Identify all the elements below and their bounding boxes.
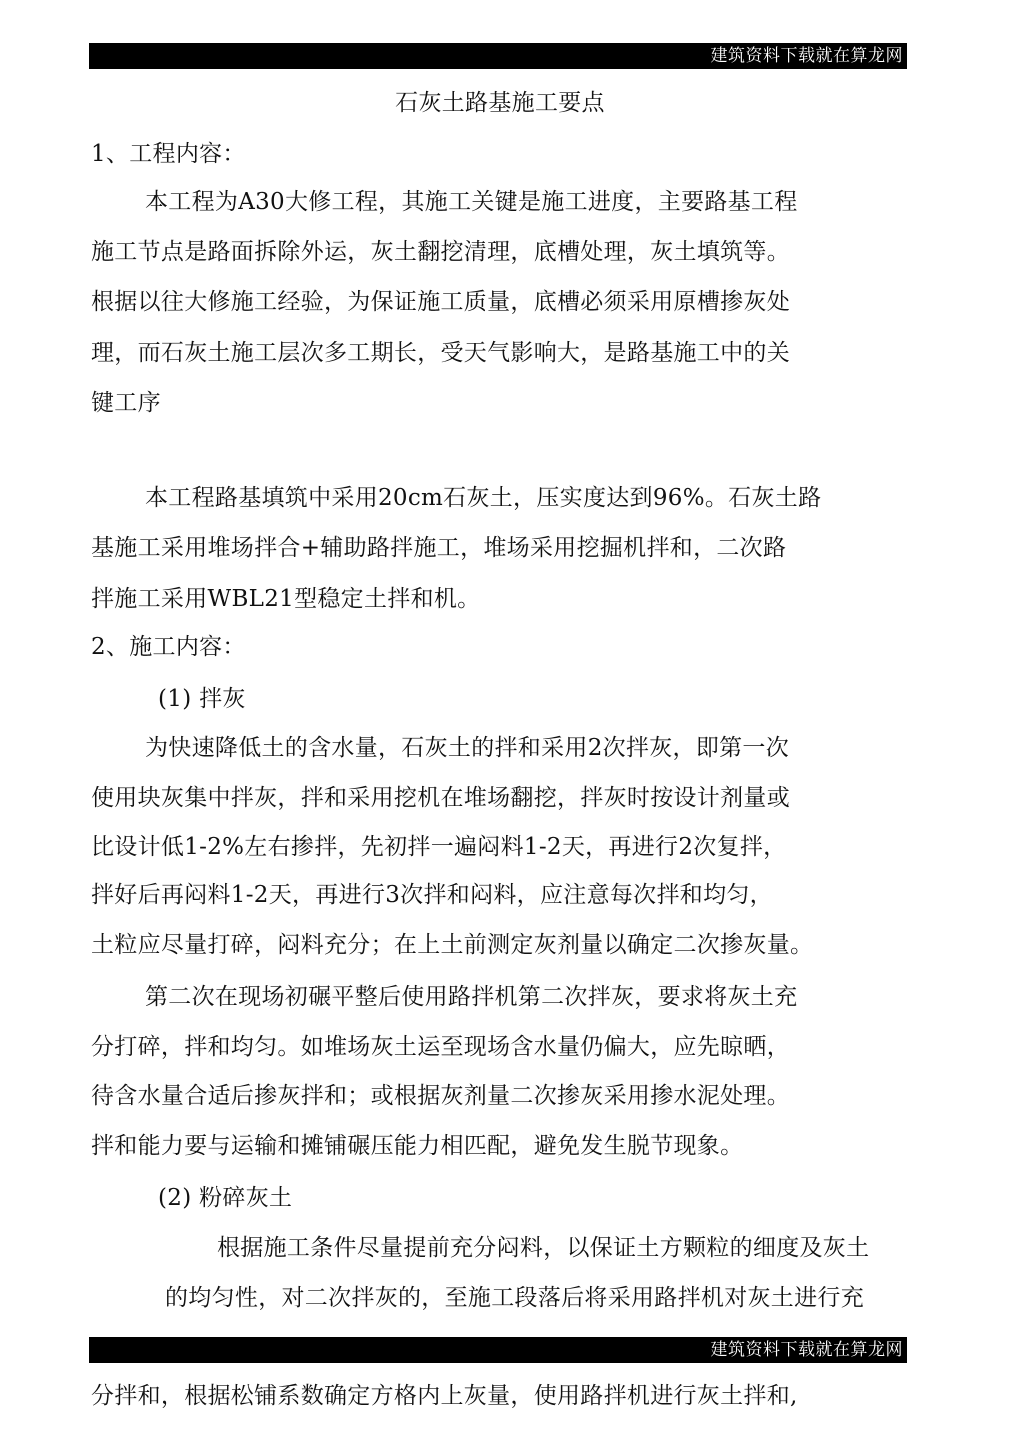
paragraph-line: 的均匀性，对二次拌灰的，至施工段落后将采用路拌机对灰土进行充 — [165, 1285, 864, 1311]
paragraph-line: 土粒应尽量打碎，闷料充分；在上土前测定灰剂量以确定二次掺灰量。 — [91, 932, 814, 958]
subsection-heading: (1) 拌灰 — [158, 686, 246, 712]
section-2-heading: 2、施工内容： — [91, 634, 246, 660]
paragraph-line: 拌和能力要与运输和摊铺碾压能力相匹配，避免发生脱节现象。 — [91, 1133, 744, 1159]
document-title: 石灰土路基施工要点 — [395, 90, 605, 116]
header-watermark: 建筑资料下载就在算龙网 — [710, 46, 903, 66]
paragraph-line: 本工程路基填筑中采用20cm石灰土，压实度达到96%。石灰土路 — [145, 485, 822, 511]
subsection-heading: (2) 粉碎灰土 — [158, 1185, 293, 1211]
paragraph-line: 第二次在现场初碾平整后使用路拌机第二次拌灰，要求将灰土充 — [145, 984, 798, 1010]
header-band — [89, 43, 907, 69]
paragraph-line: 本工程为A30大修工程，其施工关键是施工进度，主要路基工程 — [145, 189, 798, 215]
paragraph-line: 为快速降低土的含水量，石灰土的拌和采用2次拌灰，即第一次 — [145, 735, 790, 761]
paragraph-line: 施工节点是路面拆除外运，灰土翻挖清理，底槽处理，灰土填筑等。 — [91, 239, 790, 265]
paragraph-line: 根据施工条件尽量提前充分闷料，以保证土方颗粒的细度及灰土 — [217, 1235, 870, 1261]
paragraph-line: 基施工采用堆场拌合+辅助路拌施工，堆场采用挖掘机拌和，二次路 — [91, 535, 787, 561]
paragraph-line: 待含水量合适后掺灰拌和；或根据灰剂量二次掺灰采用掺水泥处理。 — [91, 1083, 790, 1109]
paragraph-line: 分打碎，拌和均匀。如堆场灰土运至现场含水量仍偏大，应先晾晒， — [91, 1034, 790, 1060]
paragraph-line: 比设计低1-2%左右掺拌，先初拌一遍闷料1-2天，再进行2次复拌， — [91, 834, 787, 860]
paragraph-line: 使用块灰集中拌灰，拌和采用挖机在堆场翻挖，拌灰时按设计剂量或 — [91, 785, 790, 811]
paragraph-line: 键工序 — [91, 390, 161, 416]
paragraph-line: 根据以往大修施工经验，为保证施工质量，底槽必须采用原槽掺灰处 — [91, 289, 790, 315]
paragraph-line: 拌施工采用WBL21型稳定土拌和机。 — [91, 586, 481, 612]
paragraph-line: 分拌和，根据松铺系数确定方格内上灰量，使用路拌机进行灰土拌和, — [91, 1383, 798, 1409]
section-1-heading: 1、工程内容： — [91, 141, 246, 167]
paragraph-line: 拌好后再闷料1-2天，再进行3次拌和闷料，应注意每次拌和均匀， — [91, 882, 773, 908]
footer-watermark: 建筑资料下载就在算龙网 — [710, 1340, 903, 1360]
footer-band — [89, 1337, 907, 1363]
paragraph-line: 理，而石灰土施工层次多工期长，受天气影响大，是路基施工中的关 — [91, 340, 790, 366]
